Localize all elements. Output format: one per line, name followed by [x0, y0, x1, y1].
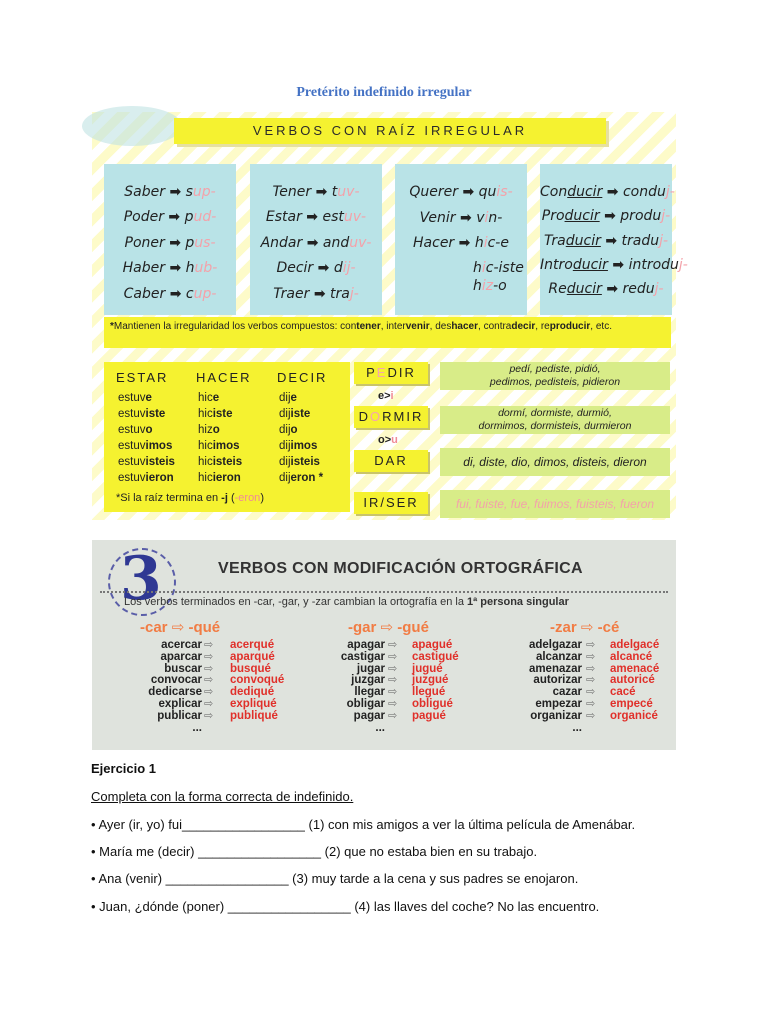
- stem-text: h: [474, 235, 484, 251]
- spelling-change-infographic: [92, 540, 676, 750]
- header-decir: DECIR: [277, 370, 328, 385]
- form-stem: hic: [198, 456, 213, 468]
- stem-irregular-part: j-: [661, 208, 671, 224]
- infinitive: buscar: [164, 662, 202, 675]
- arrow-icon: ⇨: [388, 674, 398, 687]
- arrow-icon: ⇨: [586, 686, 596, 699]
- vowel-change-o-u: o>u: [378, 434, 398, 446]
- verb-infinitive: Haber: [122, 260, 166, 276]
- arrow-icon: ➡: [606, 281, 619, 297]
- arrow-icon: ➡: [169, 184, 182, 200]
- stem-box-1: [104, 164, 236, 315]
- form-ending: ieron: [145, 472, 174, 484]
- estar-form: [118, 438, 175, 454]
- stem-ending: c-iste: [485, 260, 524, 276]
- stem-text: p: [185, 235, 195, 251]
- hacer-form: [198, 438, 242, 454]
- decir-form: [279, 438, 323, 454]
- form-stem: dij: [279, 392, 291, 404]
- arrow-icon: ➡: [606, 184, 619, 200]
- stem-row: [540, 257, 688, 279]
- preterite-form: convoqué: [230, 674, 285, 687]
- dormir-forms: dormí, dormiste, durmió, dormimos, dormisteis, durmieron: [440, 406, 670, 434]
- stem-ending: -o: [493, 278, 507, 294]
- preterite-form: empecé: [610, 697, 653, 710]
- preterite-form: dediqué: [230, 686, 275, 699]
- page-title: Pretérito indefinido irregular: [296, 85, 472, 100]
- stem-irregular-part: up-: [193, 286, 217, 302]
- stem-irregular-part: is-: [496, 184, 513, 200]
- compound-verbs-note: *Mantienen la irregularidad los verbos compuestos: contener, intervenir, deshacer, contradecir, reproducir, etc.: [104, 317, 671, 348]
- arrow-icon: ➡: [306, 235, 319, 251]
- arrow-icon: ➡: [458, 235, 471, 251]
- arrow-icon: ➡: [605, 233, 618, 249]
- hacer-form: [198, 390, 242, 406]
- form-stem: estuv: [118, 408, 146, 420]
- infinitive: pagar: [353, 709, 385, 722]
- stem-irregular-part: i: [484, 210, 489, 226]
- verb-label-pedir: PEDIR: [354, 362, 428, 384]
- infinitive: dedicarse: [148, 686, 202, 699]
- dotted-divider: [100, 591, 668, 593]
- stem-row: [250, 209, 382, 231]
- form-ending: eron *: [290, 472, 324, 484]
- decir-forms: [279, 390, 323, 486]
- arrow-icon: ⇨: [388, 697, 398, 710]
- group-head-gar: -gar ⇨ -gué: [348, 619, 429, 636]
- verb-infinitive: Venir: [419, 210, 456, 226]
- decir-form: [279, 470, 323, 486]
- stem-text: v: [476, 210, 485, 226]
- pedir-forms: pedí, pediste, pidió, pedimos, pedisteis, pidieron: [440, 362, 670, 390]
- arrow-icon: ➡: [604, 208, 616, 224]
- form-stem: dij: [279, 472, 291, 484]
- verb-infinitive: Andar: [260, 235, 303, 251]
- infinitive: ...: [375, 721, 385, 734]
- stem-irregular-part: uv-: [343, 209, 367, 225]
- stem-row: [540, 184, 675, 206]
- number-three-badge: 3: [108, 548, 176, 616]
- decorative-blob: [82, 106, 182, 146]
- arrow-icon: ⇨: [204, 674, 214, 687]
- infinitive: aparcar: [160, 650, 202, 663]
- hacer-form: [198, 454, 242, 470]
- infinitive: explicar: [158, 697, 202, 710]
- form-stem: estuv: [118, 472, 146, 484]
- infinitive: convocar: [150, 674, 202, 687]
- arrow-icon: ⇨: [204, 686, 214, 699]
- infinitive: amenazar: [528, 662, 582, 675]
- estar-form: [118, 390, 175, 406]
- header-hacer: HACER: [196, 370, 252, 385]
- spelling-change-title: VERBOS CON MODIFICACIÓN ORTOGRÁFICA: [218, 560, 583, 577]
- form-stem: hic: [198, 392, 213, 404]
- stem-text: redu: [622, 281, 655, 297]
- form-ending: imos: [290, 440, 318, 452]
- banner-title: VERBOS CON RAÍZ IRREGULAR: [174, 118, 606, 144]
- irregular-stems-infographic: [92, 112, 688, 520]
- exercise-instruction: Completa con la forma correcta de indefinido.: [91, 789, 354, 804]
- verb-prefix: Re: [548, 281, 567, 297]
- stem-text: and: [322, 235, 350, 251]
- preterite-form: castigué: [412, 650, 459, 663]
- verb-label-dormir: DORMIR: [354, 406, 428, 428]
- verb-infinitive: Hacer: [413, 235, 455, 251]
- stem-irregular-part: ij-: [342, 260, 356, 276]
- infinitive: obligar: [346, 697, 385, 710]
- decir-form: [279, 390, 323, 406]
- stem-row: [250, 235, 382, 257]
- stem-text: condu: [622, 184, 666, 200]
- stem-irregular-part: j-: [665, 184, 675, 200]
- verb-prefix: Con: [540, 184, 568, 200]
- hacer-form: [198, 470, 242, 486]
- stem-irregular-part: ub-: [194, 260, 218, 276]
- ir-ser-forms: fui, fuiste, fue, fuimos, fuisteis, fueron: [440, 490, 670, 518]
- exercise-item-4: • Juan, ¿dónde (poner) _________________ (4) las llaves del coche? No las encuentro.: [91, 899, 600, 914]
- verb-underlined: ducir: [567, 184, 603, 200]
- form-stem: hiz: [198, 424, 213, 436]
- preterite-form: cacé: [610, 686, 636, 699]
- arrow-icon: ⇨: [204, 639, 214, 651]
- stem-ending: c-e: [487, 235, 509, 251]
- arrow-icon: ⇨: [388, 709, 398, 722]
- verb-infinitive: Estar: [265, 209, 302, 225]
- preterite-form: jugué: [412, 662, 443, 675]
- arrow-icon: ⇨: [586, 697, 596, 710]
- stem-row: [104, 235, 236, 257]
- preterite-form: apagué: [412, 639, 453, 651]
- stem-ending: n-: [488, 210, 503, 226]
- infinitive: acercar: [161, 639, 202, 651]
- stem-text: est: [322, 209, 344, 225]
- verb-infinitive: Poner: [124, 235, 165, 251]
- exercise-item-3: • Ana (venir) _________________ (3) muy tarde a la cena y sus padres se enojaron.: [91, 871, 579, 886]
- form-ending: isteis: [212, 456, 243, 468]
- vowel-change-e-i: e>i: [378, 390, 394, 402]
- stem-row-extra: [473, 278, 527, 300]
- form-stem: dij: [279, 456, 291, 468]
- arrow-icon: ⇨: [204, 662, 214, 675]
- form-ending: imos: [145, 440, 173, 452]
- hacer-form: [198, 406, 242, 422]
- stem-irregular-part: us-: [194, 235, 216, 251]
- stem-text: produ: [620, 208, 662, 224]
- group-head-zar: -zar ⇨ -cé: [550, 619, 620, 636]
- arrow-icon: ⇨: [204, 697, 214, 710]
- stem-text: h: [473, 278, 482, 294]
- preterite-form: llegué: [412, 686, 446, 699]
- stem-box-4: [540, 164, 688, 315]
- verb-underlined: ducir: [564, 208, 600, 224]
- estar-form: [118, 406, 175, 422]
- stem-row: [540, 281, 672, 303]
- stem-text: c: [185, 286, 194, 302]
- estar-forms: [118, 390, 175, 486]
- preterite-form: obligué: [412, 697, 453, 710]
- stem-row: [395, 210, 527, 232]
- verb-prefix: Tra: [543, 233, 566, 249]
- stem-row: [540, 233, 672, 255]
- verb-label-dar: DAR: [354, 450, 428, 472]
- group-head-car: -car ⇨ -qué: [140, 619, 221, 636]
- infinitive: adelgazar: [528, 639, 582, 651]
- stem-text: p: [184, 209, 194, 225]
- stem-irregular-part: i: [483, 235, 488, 251]
- stem-row: [395, 235, 527, 257]
- car-forms: [230, 640, 284, 723]
- arrow-icon: ⇨: [388, 686, 398, 699]
- exercise-item-1: • Ayer (ir, yo) fui_________________ (1) con mis amigos a ver la última película de Amenábar.: [91, 817, 636, 832]
- car-arrows: [204, 640, 213, 723]
- decir-form: [279, 406, 323, 422]
- spelling-change-subtitle: Los verbos terminados en -car, -gar, y -zar cambian la ortografía en la 1ª persona singular: [124, 596, 569, 608]
- stem-row: [104, 184, 236, 206]
- stem-irregular-part: j-: [678, 257, 688, 273]
- stem-text: d: [333, 260, 343, 276]
- form-stem: estuv: [118, 424, 146, 436]
- stem-box-3: [395, 164, 527, 315]
- decir-form: [279, 422, 323, 438]
- arrow-icon: ➡: [169, 235, 181, 251]
- stem-text: tradu: [621, 233, 660, 249]
- form-ending: imos: [212, 440, 240, 452]
- stem-row: [104, 286, 236, 308]
- verb-infinitive: Poder: [123, 209, 164, 225]
- stem-text: h: [185, 260, 195, 276]
- verb-infinitive: Traer: [273, 286, 310, 302]
- stem-text: h: [473, 260, 482, 276]
- zar-forms: [610, 640, 659, 723]
- arrow-icon: ⇨: [586, 650, 596, 663]
- verb-infinitive: Saber: [124, 184, 165, 200]
- preterite-form: adelgacé: [610, 639, 660, 651]
- form-stem: hic: [198, 440, 213, 452]
- form-ending: isteis: [145, 456, 175, 468]
- conjugation-box: [104, 362, 350, 512]
- preterite-form: aparqué: [230, 650, 275, 663]
- gar-forms: [412, 640, 459, 723]
- zar-arrows: [586, 640, 595, 723]
- infinitive: ...: [572, 721, 582, 734]
- stem-irregular-part: i: [481, 260, 486, 276]
- arrow-icon: ⇨: [586, 674, 596, 687]
- gar-arrows: [388, 640, 397, 723]
- form-stem: hic: [198, 472, 213, 484]
- form-stem: dij: [279, 408, 291, 420]
- form-ending: iste: [212, 408, 233, 420]
- stem-row: [395, 184, 527, 206]
- verb-infinitive: Decir: [276, 260, 314, 276]
- stem-row: [250, 184, 382, 206]
- infinitive: autorizar: [533, 674, 582, 687]
- arrow-icon: ➡: [168, 209, 181, 225]
- verb-label-ir-ser: IR/SER: [354, 492, 428, 514]
- infinitive: llegar: [354, 686, 385, 699]
- preterite-form: pagué: [412, 709, 446, 722]
- arrow-icon: ⇨: [586, 709, 596, 722]
- arrow-icon: ⇨: [586, 639, 596, 651]
- arrow-icon: ➡: [462, 184, 475, 200]
- form-ending: iste: [145, 408, 166, 420]
- form-stem: dij: [279, 440, 291, 452]
- stem-text: qu: [478, 184, 497, 200]
- form-ending: e: [290, 392, 297, 404]
- arrow-icon: ➡: [612, 257, 625, 273]
- infinitive: apagar: [347, 639, 385, 651]
- hacer-form: [198, 422, 242, 438]
- form-ending: isteis: [290, 456, 320, 468]
- verb-underlined: ducir: [566, 281, 602, 297]
- infinitive: castigar: [340, 650, 385, 663]
- stem-row: [104, 209, 236, 231]
- stem-text: introdu: [628, 257, 679, 273]
- arrow-icon: ➡: [169, 286, 182, 302]
- form-stem: estuv: [118, 392, 146, 404]
- exercise-item-2: • María me (decir) _________________ (2) que no estaba bien en su trabajo.: [91, 844, 538, 859]
- stem-irregular-part: ud-: [193, 209, 217, 225]
- infinitive: organizar: [530, 709, 582, 722]
- gar-infinitives: [341, 640, 385, 734]
- estar-form: [118, 470, 175, 486]
- stem-text: t: [331, 184, 338, 200]
- arrow-icon: ⇨: [204, 709, 214, 722]
- infinitive: juzgar: [351, 674, 385, 687]
- form-ending: e: [212, 392, 220, 404]
- header-estar: ESTAR: [116, 370, 169, 385]
- infinitive: jugar: [356, 662, 385, 675]
- form-stem: estuv: [118, 440, 146, 452]
- stem-row: [104, 260, 236, 282]
- arrow-icon: ➡: [169, 260, 182, 276]
- decir-form: [279, 454, 323, 470]
- form-stem: hic: [198, 408, 213, 420]
- verb-prefix: Pro: [541, 208, 565, 224]
- form-ending: o: [212, 424, 220, 436]
- preterite-form: juzgué: [412, 674, 449, 687]
- arrow-icon: ⇨: [388, 639, 398, 651]
- form-stem: dij: [279, 424, 291, 436]
- infinitive: ...: [192, 721, 202, 734]
- stem-irregular-part: uv-: [349, 235, 372, 251]
- stem-irregular-part: j-: [659, 233, 669, 249]
- stem-text: tra: [330, 286, 350, 302]
- preterite-form: acerqué: [230, 639, 275, 651]
- stem-text: s: [185, 184, 193, 200]
- stem-row: [540, 208, 672, 230]
- infinitive: alcanzar: [535, 650, 582, 663]
- form-ending: o: [290, 424, 298, 436]
- verb-infinitive: Tener: [272, 184, 312, 200]
- form-stem: estuv: [118, 456, 146, 468]
- stem-irregular-part: uv-: [337, 184, 360, 200]
- stem-row: [250, 286, 382, 308]
- stem-irregular-part: j-: [349, 286, 359, 302]
- preterite-form: expliqué: [230, 697, 277, 710]
- infinitive: empezar: [535, 697, 582, 710]
- verb-infinitive: Querer: [409, 184, 458, 200]
- form-ending: ieron: [212, 472, 241, 484]
- infinitive: publicar: [157, 709, 202, 722]
- zar-infinitives: [529, 640, 582, 734]
- form-ending: e: [145, 392, 152, 404]
- verb-prefix: Intro: [540, 257, 573, 273]
- stem-irregular-part: j-: [654, 281, 664, 297]
- verb-underlined: ducir: [565, 233, 601, 249]
- arrow-icon: ➡: [317, 260, 330, 276]
- exercise-title: Ejercicio 1: [91, 761, 157, 776]
- dar-forms: di, diste, dio, dimos, disteis, dieron: [440, 448, 670, 476]
- estar-form: [118, 422, 175, 438]
- stem-irregular-part: up-: [192, 184, 216, 200]
- arrow-icon: ⇨: [586, 662, 596, 675]
- arrow-icon: ⇨: [388, 650, 398, 663]
- preterite-form: busqué: [230, 662, 271, 675]
- arrow-icon: ➡: [460, 210, 472, 226]
- preterite-form: amenacé: [610, 662, 660, 675]
- infinitive: cazar: [552, 686, 582, 699]
- preterite-form: organicé: [610, 709, 658, 722]
- raiz-j-note: *Si la raíz termina en -j (-eron): [116, 492, 264, 504]
- stem-irregular-part: iz: [481, 278, 494, 294]
- arrow-icon: ➡: [306, 209, 319, 225]
- arrow-icon: ➡: [313, 286, 326, 302]
- form-ending: iste: [290, 408, 311, 420]
- estar-form: [118, 454, 175, 470]
- stem-row: [250, 260, 382, 282]
- verb-infinitive: Caber: [123, 286, 166, 302]
- preterite-form: autoricé: [610, 674, 655, 687]
- stem-box-2: [250, 164, 382, 315]
- arrow-icon: ⇨: [388, 662, 398, 675]
- preterite-form: publiqué: [230, 709, 278, 722]
- form-ending: o: [145, 424, 153, 436]
- arrow-icon: ⇨: [204, 650, 214, 663]
- hacer-forms: [198, 390, 242, 486]
- car-infinitives: [148, 640, 202, 734]
- preterite-form: alcancé: [610, 650, 653, 663]
- verb-underlined: ducir: [572, 257, 608, 273]
- arrow-icon: ➡: [315, 184, 328, 200]
